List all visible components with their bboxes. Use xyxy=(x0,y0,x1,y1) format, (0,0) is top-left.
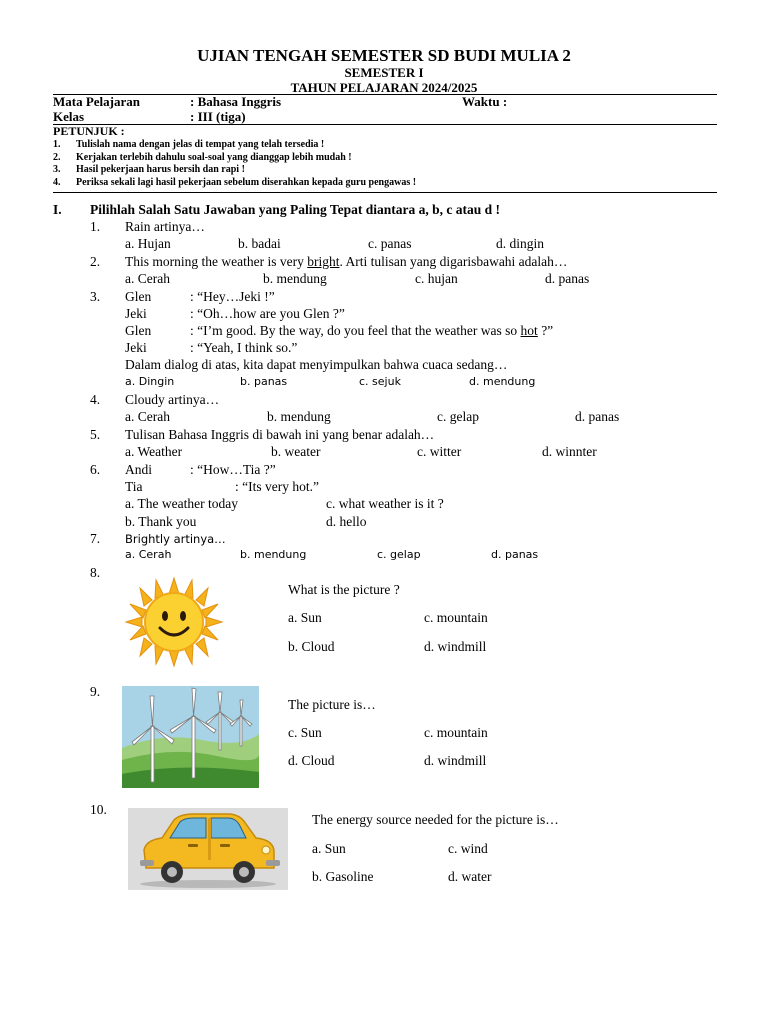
option-b: b. mendung xyxy=(263,271,327,286)
option-d: d. water xyxy=(448,869,492,884)
header-divider xyxy=(53,94,717,95)
option-c: c. gelap xyxy=(377,548,421,561)
option-b: b. mendung xyxy=(267,409,331,424)
option-b: b. weater xyxy=(271,444,321,459)
option-d: d. dingin xyxy=(496,236,545,251)
question-number: 2. xyxy=(90,254,101,269)
question-text-post: . Arti tulisan yang digarisbawahi adalah… xyxy=(339,254,568,269)
question-text: What is the picture ? xyxy=(288,582,400,597)
question-number: 7. xyxy=(90,531,101,546)
dialog-line: : “Yeah, I think so.” xyxy=(190,340,298,355)
rules-divider xyxy=(53,192,717,193)
dialog-speaker: Jeki xyxy=(125,340,147,355)
underlined-word: bright xyxy=(307,254,340,269)
question-number: 10. xyxy=(90,802,107,817)
question-text: Brightly artinya… xyxy=(125,532,226,546)
option-d: d. panas xyxy=(545,271,590,286)
option-a: a. Sun xyxy=(312,841,346,856)
semester-label: SEMESTER I xyxy=(344,65,424,80)
dialog-line-pre: : “I’m good. By the way, do you feel that the weather was so xyxy=(190,323,521,338)
dialog-line: : “How…Tia ?” xyxy=(190,462,276,477)
dialog-speaker: Glen xyxy=(125,323,152,338)
option-d: d. winnter xyxy=(542,444,597,459)
rule-num: 2. xyxy=(53,152,61,163)
rule-text: Hasil pekerjaan harus bersih dan rapi ! xyxy=(76,164,245,175)
option-a: a. Hujan xyxy=(125,236,171,251)
option-b: b. Thank you xyxy=(125,514,197,529)
question-number: 6. xyxy=(90,462,101,477)
option-c: c. wind xyxy=(448,841,488,856)
option-c: c. sejuk xyxy=(359,375,401,388)
dialog-line xyxy=(190,323,553,339)
dialog-speaker: Tia xyxy=(125,479,143,494)
windmill-picture xyxy=(122,686,259,788)
option-d: d. windmill xyxy=(424,639,487,654)
dialog-line: : “Hey…Jeki !” xyxy=(190,289,275,304)
sun-picture xyxy=(122,576,226,668)
dialog-line-post: ?” xyxy=(537,323,554,338)
section-title: Pilihlah Salah Satu Jawaban yang Paling Tepat diantara a, b, c atau d ! xyxy=(90,202,500,217)
rules-title: PETUNJUK : xyxy=(53,124,125,138)
question-number: 4. xyxy=(90,392,101,407)
question-number: 1. xyxy=(90,219,101,234)
time-label: Waktu : xyxy=(462,94,508,109)
dialog-line: : “Oh…how are you Glen ?” xyxy=(190,306,345,321)
option-d: d. windmill xyxy=(424,753,487,768)
option-c: c. hujan xyxy=(415,271,458,286)
option-b: b. panas xyxy=(240,375,288,388)
question-text-pre: This morning the weather is very xyxy=(125,254,308,269)
car-picture xyxy=(128,808,288,890)
info-divider xyxy=(53,124,717,125)
dialog-speaker: Jeki xyxy=(125,306,147,321)
question-text: The picture is… xyxy=(288,697,376,712)
rule-num: 3. xyxy=(53,164,61,175)
class-value: : III (tiga) xyxy=(190,109,246,124)
exam-title: UJIAN TENGAH SEMESTER SD BUDI MULIA 2 xyxy=(197,46,571,65)
option-b: d. Cloud xyxy=(288,753,335,768)
rule-num: 1. xyxy=(53,139,61,150)
option-a: a. Weather xyxy=(125,444,183,459)
question-number: 9. xyxy=(90,684,101,699)
option-b: b. mendung xyxy=(240,548,307,561)
option-c: c. mountain xyxy=(424,610,488,625)
option-a: a. Cerah xyxy=(125,271,170,286)
option-c: c. witter xyxy=(417,444,462,459)
option-c: c. panas xyxy=(368,236,412,251)
section-number: I. xyxy=(53,202,62,217)
option-b: b. Gasoline xyxy=(312,869,374,884)
option-d: d. hello xyxy=(326,514,367,529)
dialog-line: : “Its very hot.” xyxy=(235,479,319,494)
option-a: c. Sun xyxy=(288,725,322,740)
underlined-word: hot xyxy=(520,323,538,338)
option-d: d. mendung xyxy=(469,375,536,388)
question-number: 8. xyxy=(90,565,101,580)
question-number: 5. xyxy=(90,427,101,442)
class-label: Kelas xyxy=(53,109,85,124)
option-a: a. Dingin xyxy=(125,375,175,388)
option-d: d. panas xyxy=(575,409,620,424)
question-text: Dalam dialog di atas, kita dapat menyimpulkan bahwa cuaca sedang… xyxy=(125,357,508,372)
option-b: b. badai xyxy=(238,236,281,251)
option-a: a. Cerah xyxy=(125,548,172,561)
question-text: Cloudy artinya… xyxy=(125,392,220,407)
option-c: c. mountain xyxy=(424,725,488,740)
dialog-speaker: Andi xyxy=(125,462,152,477)
rule-num: 4. xyxy=(53,177,61,188)
option-c: c. gelap xyxy=(437,409,479,424)
subject-value: : Bahasa Inggris xyxy=(190,94,282,109)
academic-year: TAHUN PELAJARAN 2024/2025 xyxy=(290,80,478,95)
option-d: d. panas xyxy=(491,548,539,561)
dialog-speaker: Glen xyxy=(125,289,152,304)
rule-text: Periksa sekali lagi hasil pekerjaan sebelum diserahkan kepada guru pengawas ! xyxy=(76,177,417,188)
question-text: The energy source needed for the picture is… xyxy=(312,812,559,827)
option-c: c. what weather is it ? xyxy=(326,496,444,511)
question-text xyxy=(125,254,567,270)
question-text: Tulisan Bahasa Inggris di bawah ini yang benar adalah… xyxy=(125,427,435,442)
option-a: a. Sun xyxy=(288,610,322,625)
question-number: 3. xyxy=(90,289,101,304)
rule-text: Tulislah nama dengan jelas di tempat yang telah tersedia ! xyxy=(76,139,325,150)
option-b: b. Cloud xyxy=(288,639,335,654)
subject-label: Mata Pelajaran xyxy=(53,94,141,109)
question-text: Rain artinya… xyxy=(125,219,205,234)
option-a: a. Cerah xyxy=(125,409,170,424)
option-a: a. The weather today xyxy=(125,496,238,511)
rule-text: Kerjakan terlebih dahulu soal-soal yang dianggap lebih mudah ! xyxy=(76,152,352,163)
